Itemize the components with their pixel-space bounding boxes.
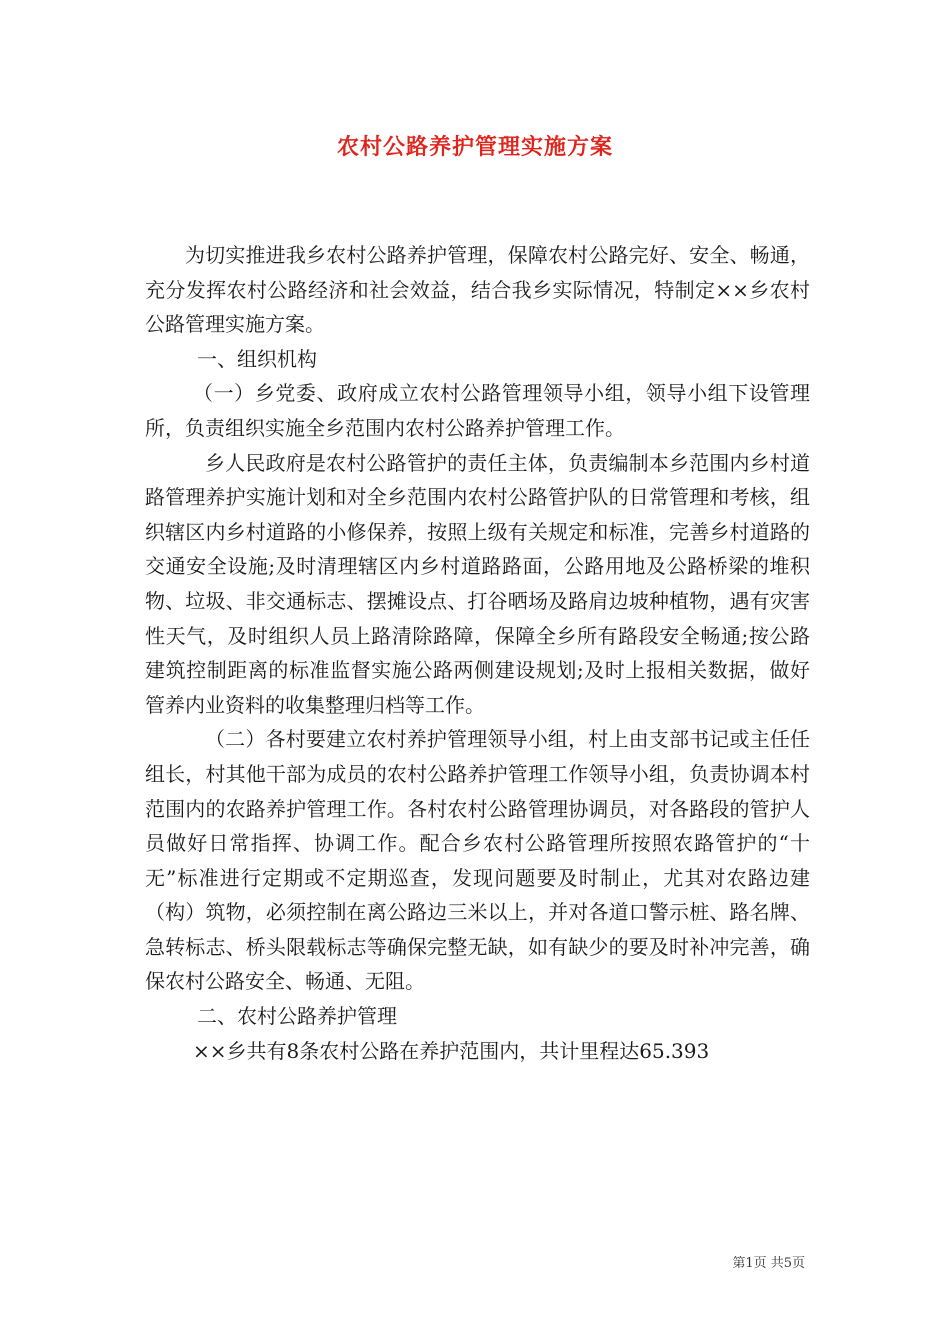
heading-organization: 一、组织机构 xyxy=(197,346,317,371)
paragraph-intro: 为切实推进我乡农村公路养护管理，保障农村公路完好、安全、畅通，充分发挥农村公路经济和社会效益，结合我乡实际情况，特制定××乡农村公路管理实施方案。 xyxy=(145,243,810,337)
heading-maintenance: 二、农村公路养护管理 xyxy=(197,1004,397,1029)
paragraph-road-count: ××乡共有8条农村公路在养护范围内，共计里程达65.393 xyxy=(193,1038,710,1063)
paragraph-township-duty: 乡人民政府是农村公路管护的责任主体，负责编制本乡范围内乡村道路管理养护实施计划和对全乡范围内农村公路管护队的日常管理和考核，组织辖区内乡村道路的小修保养，按照上级有关规定和标准，完善乡村道路的交通安全设施;及时清理辖区内乡村道路路面，公路用地及公路桥梁的堆积物、垃圾、非交通标志、摆摊设点、打谷晒场及路肩边坡种植物，遇有灾害性天气，及时组织人员上路清除路障，保障全乡所有路段安全畅通;按公路建筑控制距离的标准监督实施公路两侧建设规划;及时上报相关数据，做好管养内业资料的收集整理归档等工作。 xyxy=(145,450,810,717)
document-title: 农村公路养护管理实施方案 xyxy=(336,134,613,160)
page-number: 第1页 共5页 xyxy=(732,1256,805,1271)
paragraph-section-2: （二）各村要建立农村养护管理领导小组，村上由支部书记或主任任组长，村其他干部为成员的农村公路养护管理工作领导小组，负责协调本村范围内的农路养护管理工作。各村农村公路管理协调员，对各路段的管护人员做好日常指挥、协调工作。配合乡农村公路管理所按照农路管护的“十无”标准进行定期或不定期巡查，发现问题要及时制止，尤其对农路边建（构）筑物，必须控制在离公路边三米以上，并对各道口警示桩、路名牌、急转标志、桥头限载标志等确保完整无缺，如有缺少的要及时补冲完善，确保农村公路安全、畅通、无阻。 xyxy=(145,727,810,994)
document-body xyxy=(145,238,810,1068)
paragraph-section-1: （一）乡党委、政府成立农村公路管理领导小组，领导小组下设管理所，负责组织实施全乡范围内农村公路养护管理工作。 xyxy=(145,381,810,440)
